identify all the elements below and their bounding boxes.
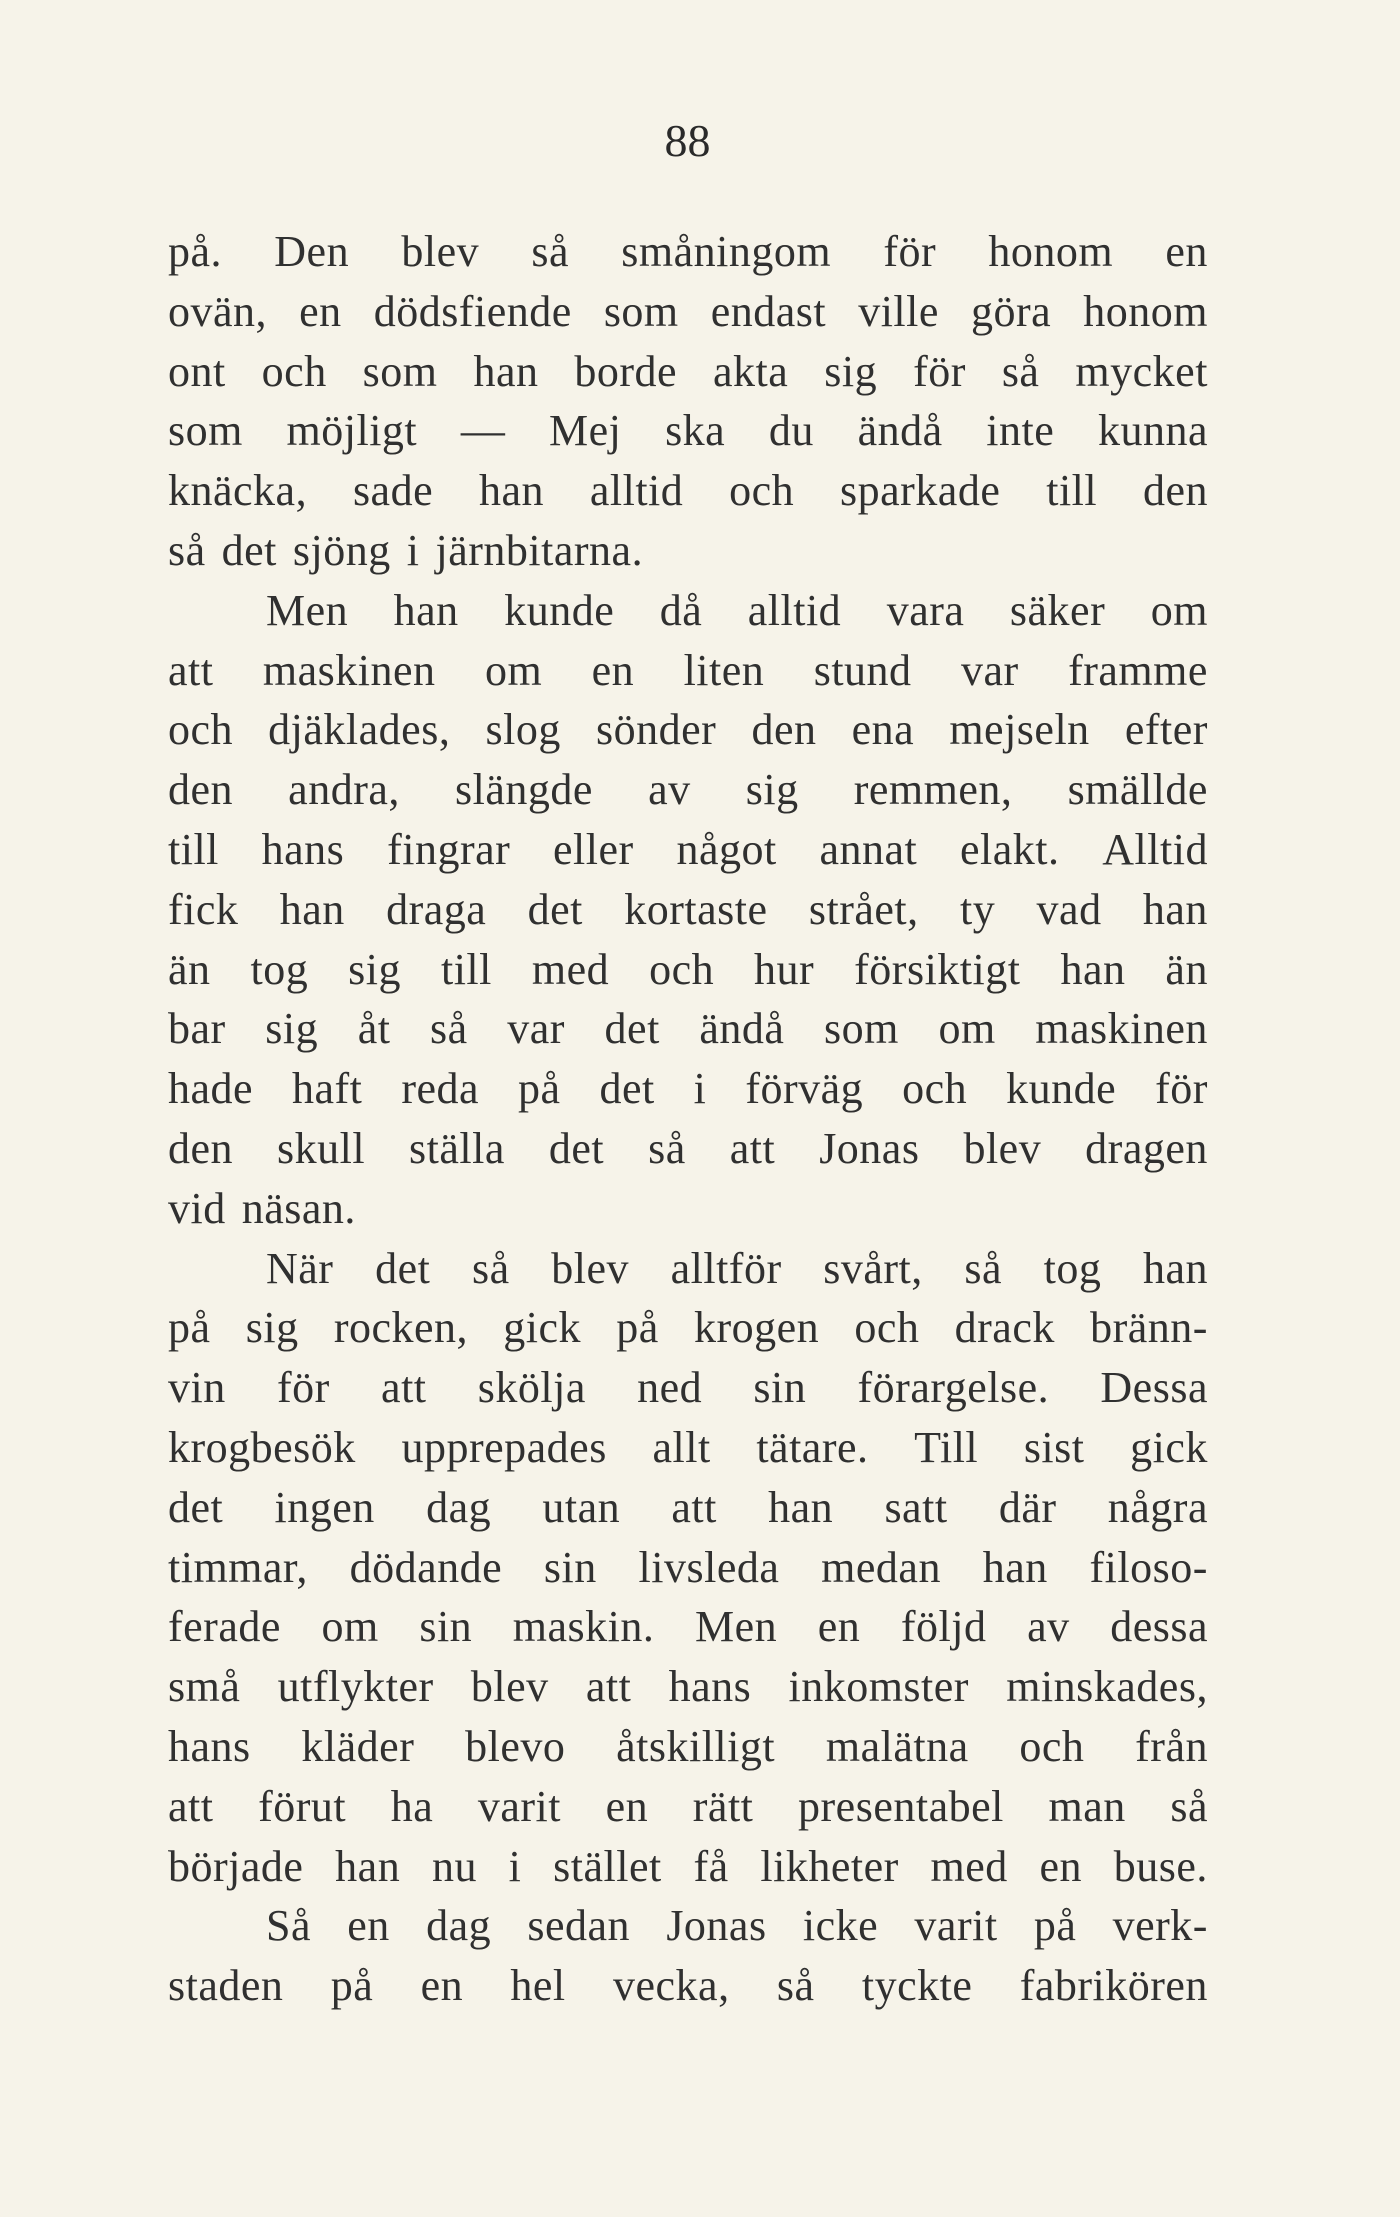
word: annat xyxy=(819,824,918,874)
word: upprepades xyxy=(401,1422,607,1472)
word: varit xyxy=(477,1781,562,1831)
word: i xyxy=(406,525,420,575)
word: tyckte xyxy=(861,1961,973,2011)
word: smällde xyxy=(1067,765,1208,815)
word: stället xyxy=(553,1841,662,1891)
word: blev xyxy=(551,1243,629,1293)
word: Men xyxy=(694,1602,778,1652)
word: och xyxy=(729,466,795,516)
word: han xyxy=(393,585,459,635)
text-line xyxy=(168,1717,1208,1777)
word: Den xyxy=(274,227,350,276)
word: liten xyxy=(683,645,765,695)
word: hans xyxy=(168,1721,251,1771)
word: blev xyxy=(470,1662,549,1712)
word: om xyxy=(938,1004,996,1054)
word: så xyxy=(531,227,570,276)
word: om xyxy=(1150,585,1208,635)
text-line xyxy=(168,521,1208,581)
text-line xyxy=(168,700,1208,760)
word: sjöng xyxy=(292,525,391,575)
word: att xyxy=(168,1781,214,1831)
word: ned xyxy=(637,1363,703,1413)
word: en xyxy=(420,1961,464,2011)
word: kläder xyxy=(301,1721,415,1771)
text-line xyxy=(168,342,1208,402)
word: ovän, xyxy=(168,286,268,336)
word: ändå xyxy=(699,1004,785,1054)
word: han xyxy=(335,1841,401,1891)
word: utflykter xyxy=(277,1662,434,1712)
word: av xyxy=(648,765,691,815)
word: sig xyxy=(745,765,799,815)
word: göra xyxy=(970,286,1052,336)
word: ändå xyxy=(857,406,943,456)
word: dragen xyxy=(1085,1123,1208,1173)
word: maskinen xyxy=(262,645,436,695)
word: utan xyxy=(542,1482,621,1532)
word: ena xyxy=(851,705,915,755)
word: allt xyxy=(652,1422,711,1472)
word: mycket xyxy=(1075,346,1208,396)
word: hel xyxy=(510,1961,566,2011)
word: vad xyxy=(1036,884,1102,934)
word: det xyxy=(604,1004,660,1054)
text-line xyxy=(168,461,1208,521)
word: och xyxy=(261,346,327,396)
word: förut xyxy=(258,1781,347,1831)
word: som xyxy=(168,406,243,456)
word: kunde xyxy=(504,585,615,635)
word: man xyxy=(1048,1781,1126,1831)
word: små xyxy=(168,1662,241,1712)
word: blevo xyxy=(465,1721,566,1771)
word: den xyxy=(168,1123,234,1173)
word: staden xyxy=(168,1961,284,2011)
word: Dessa xyxy=(1100,1363,1208,1413)
word: så xyxy=(430,1004,468,1054)
word: slog xyxy=(485,705,561,755)
word: han xyxy=(982,1542,1048,1592)
word: ingen xyxy=(274,1482,375,1532)
word: än xyxy=(168,944,211,994)
word: det xyxy=(599,1064,655,1114)
word: livsleda xyxy=(638,1542,780,1592)
text-line xyxy=(168,401,1208,461)
word: alltid xyxy=(589,466,684,516)
word: av xyxy=(1027,1602,1070,1652)
word: han xyxy=(473,346,539,396)
word: han xyxy=(1060,944,1126,994)
word: så xyxy=(1170,1781,1208,1831)
word: timmar, xyxy=(168,1542,308,1592)
word: remmen, xyxy=(853,765,1013,815)
word: så xyxy=(471,1243,510,1293)
word: sist xyxy=(1023,1422,1085,1472)
word: hans xyxy=(668,1662,752,1712)
text-line xyxy=(168,1478,1208,1538)
text-line xyxy=(168,1956,1208,2016)
text-line xyxy=(168,820,1208,880)
word: var xyxy=(507,1004,565,1054)
word: tog xyxy=(1043,1243,1102,1293)
word: sig xyxy=(348,944,402,994)
word: rocken, xyxy=(333,1303,469,1353)
word: en xyxy=(1039,1841,1083,1891)
word: ferade xyxy=(168,1602,281,1652)
word: så xyxy=(964,1243,1003,1293)
word: drack xyxy=(954,1303,1055,1353)
word: ty xyxy=(959,884,996,934)
word: började xyxy=(168,1841,304,1891)
word: dödsfiende xyxy=(373,286,572,336)
text-line xyxy=(168,1119,1208,1179)
text-line xyxy=(168,1538,1208,1598)
word: svårt, xyxy=(823,1243,923,1293)
text-line xyxy=(168,1896,1208,1956)
word: fabrikören xyxy=(1019,1961,1208,2011)
text-line xyxy=(168,1059,1208,1119)
word: hur xyxy=(754,944,815,994)
word: minskades, xyxy=(1006,1662,1208,1712)
word: malätna xyxy=(825,1721,969,1771)
word: hade xyxy=(168,1064,254,1114)
word: hans xyxy=(261,824,345,874)
word: krogbesök xyxy=(168,1422,356,1472)
word: som xyxy=(362,346,438,396)
word: han xyxy=(768,1482,834,1532)
body-text xyxy=(168,222,1208,2016)
text-line xyxy=(168,760,1208,820)
word: gick xyxy=(1130,1422,1208,1472)
word: följd xyxy=(900,1602,987,1652)
word: det xyxy=(527,884,583,934)
word: till xyxy=(440,944,492,994)
word: framme xyxy=(1068,645,1208,695)
text-line xyxy=(168,1777,1208,1837)
word: han xyxy=(1142,884,1208,934)
word: den xyxy=(1142,466,1208,516)
word: djäklades, xyxy=(268,705,451,755)
word: maskin. xyxy=(512,1602,655,1652)
text-line xyxy=(168,1597,1208,1657)
word: säker xyxy=(1009,585,1106,635)
word: och xyxy=(168,705,234,755)
word: sin xyxy=(419,1602,473,1652)
word: sade xyxy=(352,466,434,516)
word: sedan xyxy=(527,1901,631,1951)
word: sparkade xyxy=(840,466,1001,516)
text-line xyxy=(168,1358,1208,1418)
word: ville xyxy=(858,286,939,336)
word: Jonas xyxy=(819,1123,920,1173)
word: en xyxy=(605,1781,649,1831)
word: alltför xyxy=(670,1243,782,1293)
text-line xyxy=(168,1418,1208,1478)
word: Så xyxy=(266,1901,311,1951)
word: där xyxy=(998,1482,1057,1532)
word: Mej xyxy=(549,406,622,456)
word: sig xyxy=(265,1004,319,1054)
page-number: 88 xyxy=(664,115,711,166)
word: till xyxy=(1046,466,1098,516)
word: att xyxy=(381,1363,427,1413)
word: vid xyxy=(168,1183,226,1233)
word: så xyxy=(776,1961,815,2011)
word: det xyxy=(548,1123,605,1173)
text-line xyxy=(168,1657,1208,1717)
word: — xyxy=(460,406,506,456)
word: maskinen xyxy=(1035,1004,1208,1054)
word: från xyxy=(1135,1721,1208,1771)
word: inte xyxy=(986,406,1055,456)
word: åt xyxy=(357,1004,391,1054)
word: en xyxy=(1165,227,1208,276)
word: skull xyxy=(277,1123,366,1173)
word: på xyxy=(616,1303,659,1353)
word: ställa xyxy=(409,1123,505,1173)
word: mejseln xyxy=(949,705,1090,755)
word: åtskilligt xyxy=(616,1721,776,1771)
word: slängde xyxy=(455,765,593,815)
word: så xyxy=(648,1123,686,1173)
word: det xyxy=(168,1482,224,1532)
word: att xyxy=(168,645,214,695)
word: att xyxy=(585,1662,632,1712)
word: att xyxy=(729,1123,776,1173)
word: strået, xyxy=(808,884,919,934)
word: vin xyxy=(168,1363,226,1413)
word: för xyxy=(276,1363,330,1413)
word: fingrar xyxy=(387,824,511,874)
word: om xyxy=(321,1602,379,1652)
word: den xyxy=(751,705,817,755)
word: om xyxy=(484,645,543,695)
word: en xyxy=(817,1602,861,1652)
word: dag xyxy=(426,1901,492,1951)
word: något xyxy=(676,824,777,874)
word: och xyxy=(902,1064,968,1114)
text-line xyxy=(168,999,1208,1059)
word: det xyxy=(221,525,277,575)
word: andra, xyxy=(288,765,400,815)
word: och xyxy=(649,944,715,994)
text-line xyxy=(168,1837,1208,1897)
word: medan xyxy=(821,1542,941,1592)
word: blev xyxy=(963,1123,1042,1173)
word: på xyxy=(330,1961,374,2011)
word: endast xyxy=(710,286,827,336)
word: och xyxy=(1019,1721,1085,1771)
word: dessa xyxy=(1110,1602,1208,1652)
word: vara xyxy=(886,585,965,635)
word: på xyxy=(1033,1901,1077,1951)
word: att xyxy=(671,1482,717,1532)
word: reda xyxy=(401,1064,480,1114)
word: med xyxy=(930,1841,1008,1891)
word: honom xyxy=(1083,286,1208,336)
word: krogen xyxy=(694,1303,820,1353)
word: som xyxy=(603,286,679,336)
word: då xyxy=(659,585,703,635)
word: du xyxy=(768,406,814,456)
word: verk- xyxy=(1112,1901,1208,1951)
word: sin xyxy=(753,1363,807,1413)
word: näsan. xyxy=(241,1183,356,1233)
word: honom xyxy=(988,227,1114,276)
text-line xyxy=(168,1179,1208,1239)
word: kunde xyxy=(1006,1064,1117,1114)
text-line xyxy=(168,940,1208,1000)
word: tog xyxy=(250,944,309,994)
word: dödande xyxy=(349,1542,503,1592)
word: förväg xyxy=(745,1064,864,1114)
word: han xyxy=(279,884,345,934)
word: sig xyxy=(824,346,878,396)
word: Jonas xyxy=(666,1901,767,1951)
word: som xyxy=(824,1004,899,1054)
word: det xyxy=(375,1243,431,1293)
word: satt xyxy=(884,1482,948,1532)
word: presentabel xyxy=(798,1781,1004,1831)
word: ont xyxy=(168,346,226,396)
word: tätare. xyxy=(756,1422,869,1472)
word: Till xyxy=(914,1422,979,1472)
text-line xyxy=(168,1298,1208,1358)
text-line xyxy=(168,641,1208,701)
word: han xyxy=(1142,1243,1208,1293)
word: för xyxy=(913,346,966,396)
word: draga xyxy=(386,884,487,934)
word: den xyxy=(168,765,234,815)
word: förargelse. xyxy=(857,1363,1050,1413)
word: Alltid xyxy=(1102,824,1208,874)
word: eller xyxy=(553,824,634,874)
word: varit xyxy=(914,1901,998,1951)
word: buse. xyxy=(1113,1841,1208,1891)
word: möjligt xyxy=(286,406,418,456)
word: inkomster xyxy=(788,1662,969,1712)
word: nu xyxy=(431,1841,477,1891)
word: haft xyxy=(292,1064,363,1114)
word: sin xyxy=(543,1542,597,1592)
word: med xyxy=(531,944,610,994)
word: vecka, xyxy=(612,1961,730,2011)
word: sig xyxy=(245,1303,299,1353)
word: och xyxy=(854,1303,920,1353)
word: till xyxy=(168,824,219,874)
word: kortaste xyxy=(624,884,768,934)
word: ska xyxy=(665,406,726,456)
word: ha xyxy=(390,1781,434,1831)
word: på. xyxy=(168,227,223,276)
word: knäcka, xyxy=(168,466,308,516)
word: dag xyxy=(426,1482,492,1532)
word: kunna xyxy=(1097,406,1208,456)
word: på xyxy=(518,1064,561,1114)
word: var xyxy=(960,645,1019,695)
text-line xyxy=(168,880,1208,940)
word: borde xyxy=(574,346,678,396)
word: akta xyxy=(713,346,789,396)
word: för xyxy=(883,227,937,276)
text-line xyxy=(168,282,1208,342)
word: gick xyxy=(503,1303,582,1353)
word: efter xyxy=(1124,705,1208,755)
word: filoso- xyxy=(1089,1542,1208,1592)
word: icke xyxy=(802,1901,879,1951)
word: bar xyxy=(168,1004,226,1054)
word: Men xyxy=(266,585,349,635)
word: bränn- xyxy=(1090,1303,1208,1353)
text-line xyxy=(168,1239,1208,1299)
word: några xyxy=(1107,1482,1208,1532)
word: småningom xyxy=(621,227,832,276)
word: sönder xyxy=(595,705,717,755)
word: stund xyxy=(813,645,912,695)
word: elakt. xyxy=(960,824,1060,874)
word: järnbitarna. xyxy=(435,525,644,575)
word: en xyxy=(591,645,635,695)
word: skölja xyxy=(477,1363,586,1413)
word: i xyxy=(508,1841,522,1891)
word: alltid xyxy=(747,585,842,635)
word: blev xyxy=(401,227,480,276)
word: en xyxy=(347,1901,390,1951)
word: fick xyxy=(168,884,239,934)
word: När xyxy=(266,1243,334,1293)
text-line xyxy=(168,222,1208,282)
word: så xyxy=(1001,346,1040,396)
word: för xyxy=(1155,1064,1208,1114)
word: en xyxy=(299,286,342,336)
word: än xyxy=(1165,944,1208,994)
word: rätt xyxy=(692,1781,754,1831)
word: i xyxy=(693,1064,707,1114)
word: han xyxy=(478,466,544,516)
text-line xyxy=(168,581,1208,641)
word: likheter xyxy=(760,1841,899,1891)
word: försiktigt xyxy=(854,944,1021,994)
word: så xyxy=(168,525,206,575)
word: få xyxy=(693,1841,729,1891)
word: på xyxy=(168,1303,211,1353)
